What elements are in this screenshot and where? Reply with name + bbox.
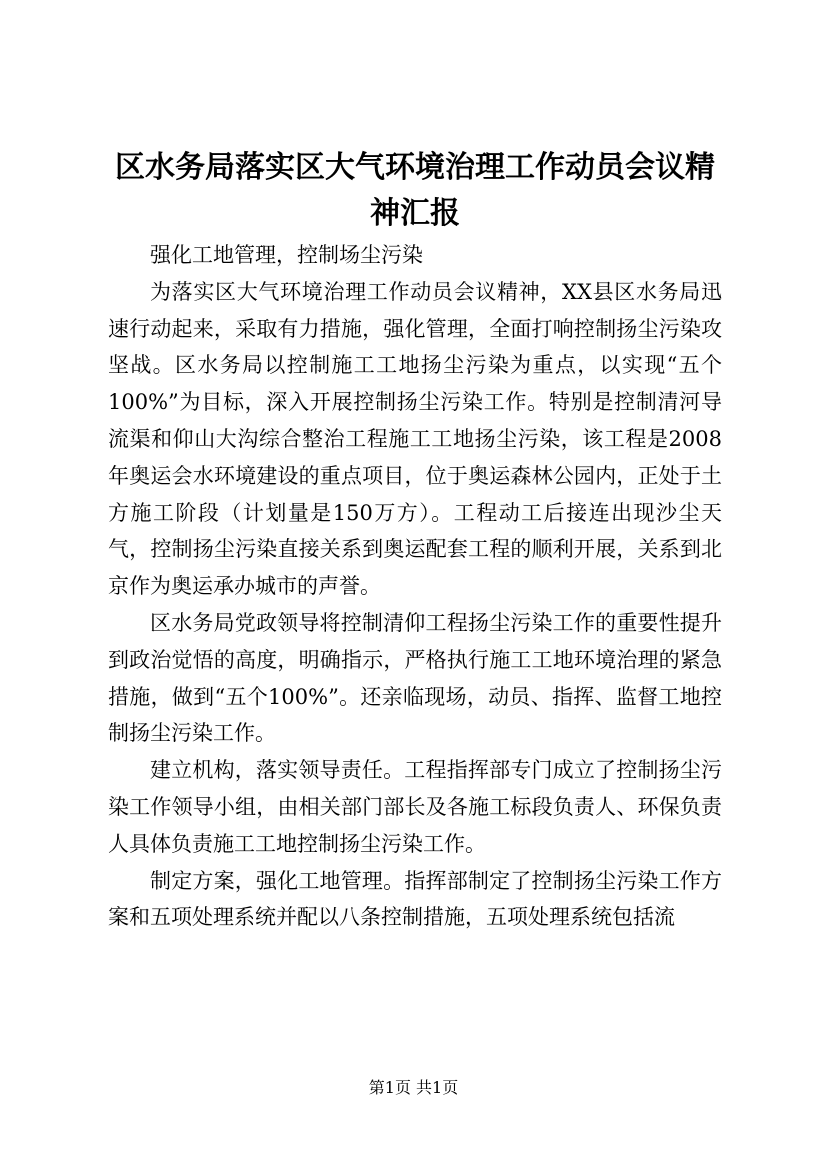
section-subheading: 强化工地管理，控制场尘污染	[150, 243, 423, 267]
page-footer	[0, 1078, 827, 1098]
paragraph-3: 建立机构，落实领导责任。工程指挥部专门成立了控制扬尘污染工作领导小组，由相关部门部长及各施工标段负责人、环保负责人具体负责施工工地控制扬尘污染工作。	[108, 758, 722, 856]
document-title: 区水务局落实区大气环境治理工作动员会议精神汇报	[115, 150, 715, 231]
paragraph-2: 区水务局党政领导将控制清仰工程扬尘污染工作的重要性提升到政治觉悟的高度，明确指示，严格执行施工工地环境治理的紧急措施，做到“五个100%”。还亲临现场，动员、指挥、监督工地控制扬尘污染工作。	[108, 610, 722, 746]
paragraph-1: 为落实区大气环境治理工作动员会议精神，XX县区水务局迅速行动起来，采取有力措施，强化管理，全面打响控制扬尘污染攻坚战。区水务局以控制施工工地扬尘污染为重点，以实现“五个100%”为目标，深入开展控制扬尘污染工作。特别是控制清河导流渠和仰山大沟综合整治工程施工工地扬尘污染，该工程是2008年奥运会水环境建设的重点项目，位于奥运森林公园内，正处于土方施工阶段（计划量是150万方）。工程动工后接连出现沙尘天气，控制扬尘污染直接关系到奥运配套工程的顺利开展，关系到北京作为奥运承办城市的声誉。	[108, 279, 722, 599]
document-body	[108, 237, 722, 936]
page-number-label: 第1页 共1页	[368, 1078, 459, 1097]
paragraph-4: 制定方案，强化工地管理。指挥部制定了控制扬尘污染工作方案和五项处理系统并配以八条控制措施，五项处理系统包括流	[108, 868, 722, 930]
